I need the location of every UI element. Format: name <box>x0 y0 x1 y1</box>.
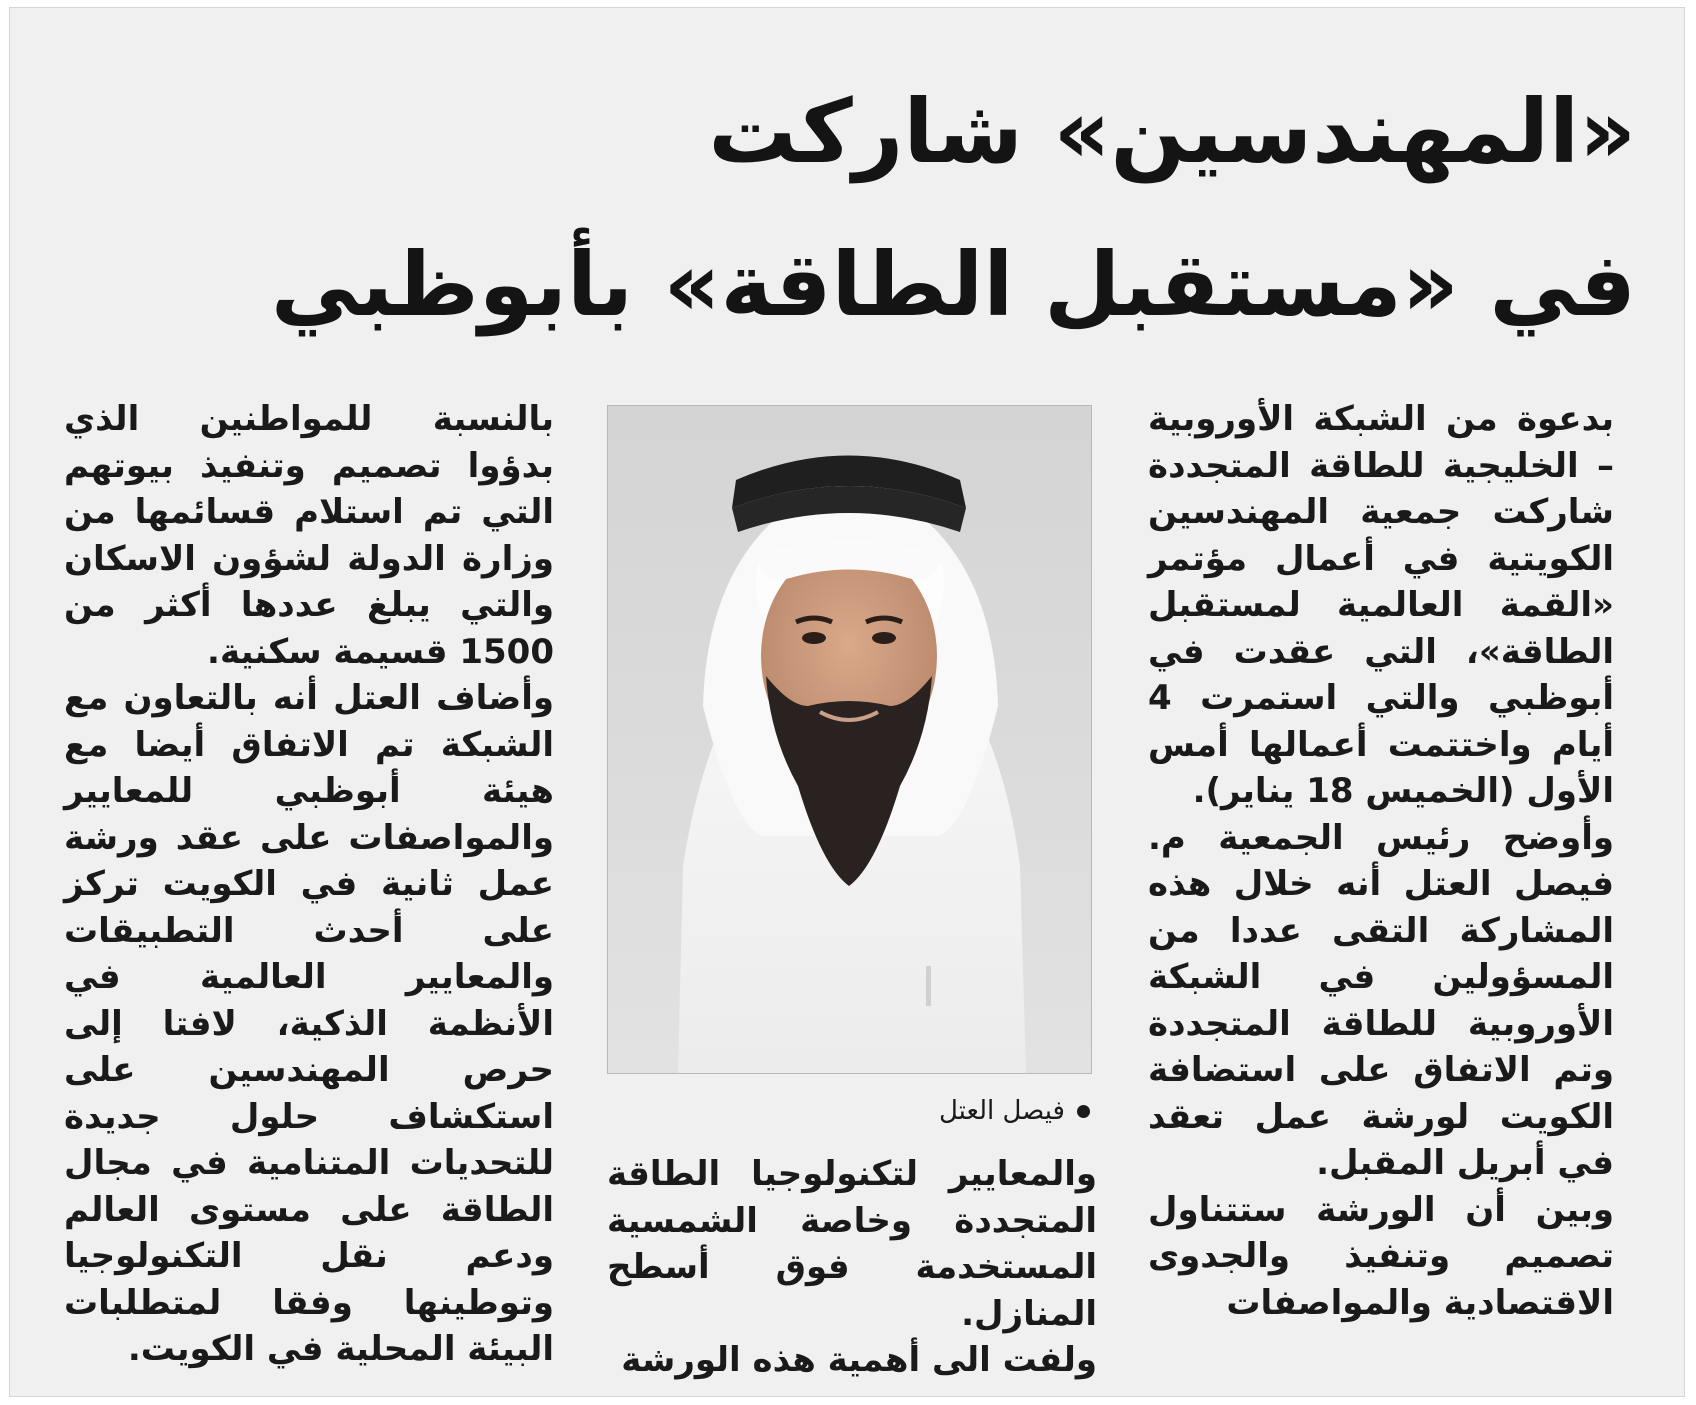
article-column-middle <box>607 1151 1097 1384</box>
caption-text: فيصل العتل <box>938 1096 1065 1126</box>
article-paragraph: وبين أن الورشة ستتناول تصميم وتنفيذ والجدوى الاقتصادية والمواصفات <box>1148 1189 1614 1323</box>
headline-line-2: في «مستقبل الطاقة» بأبوظبي <box>270 233 1636 336</box>
photo-caption <box>700 1093 1090 1129</box>
article-column-left <box>64 396 554 1373</box>
bullet-dot-icon <box>1077 1105 1090 1118</box>
article-paragraph: ولفت الى أهمية هذه الورشة <box>621 1340 1097 1380</box>
article-paragraph: وأوضح رئيس الجمعية م. فيصل العتل أنه خلال هذه المشاركة التقى عددا من المسؤولين في الشبكة الأوروبية للطاقة المتجددة وتم الاتفاق على استضافة الكويت لورشة عمل تعقد في أبريل المقبل. <box>1148 817 1614 1183</box>
article-paragraph: والمعايير لتكنولوجيا الطاقة المتجددة وخاصة الشمسية المستخدمة فوق أسطح المنازل. <box>607 1154 1097 1334</box>
article-paragraph: بدعوة من الشبكة الأوروبية – الخليجية للطاقة المتجددة شاركت جمعية المهندسين الكويتية في أعمال مؤتمر «القمة العالمية لمستقبل الطاقة»، التي عقدت في أبوظبي والتي استمرت 4 أيام واختتمت أعمالها أمس الأول (الخميس 18 يناير). <box>1148 399 1614 811</box>
article-paragraph: وأضاف العتل أنه بالتعاون مع الشبكة تم الاتفاق أيضا مع هيئة أبوظبي للمعايير والمواصفات على عقد ورشة عمل ثانية في الكويت تركز على أحدث التطبيقات والمعايير العالمية في الأنظمة الذكية، لافتا إلى حرص المهندسين على استكشاف حلول جديدة للتحديات المتنامية في مجال الطاقة على مستوى العالم ودعم نقل التكنولوجيا وتوطينها وفقا لمتطلبات البيئة المحلية في الكويت. <box>64 678 554 1369</box>
headline-line-1: «المهندسين» شاركت <box>708 80 1636 183</box>
article-paragraph: بالنسبة للمواطنين الذي بدؤوا تصميم وتنفيذ بيوتهم التي تم استلام قسائمها من وزارة الدولة لشؤون الاسكان والتي يبلغ عددها أكثر من 1500 قسيمة سكنية. <box>64 399 554 672</box>
portrait-photo <box>608 406 1091 1073</box>
portrait-illustration <box>608 406 1091 1073</box>
article-column-right <box>1148 396 1614 1326</box>
